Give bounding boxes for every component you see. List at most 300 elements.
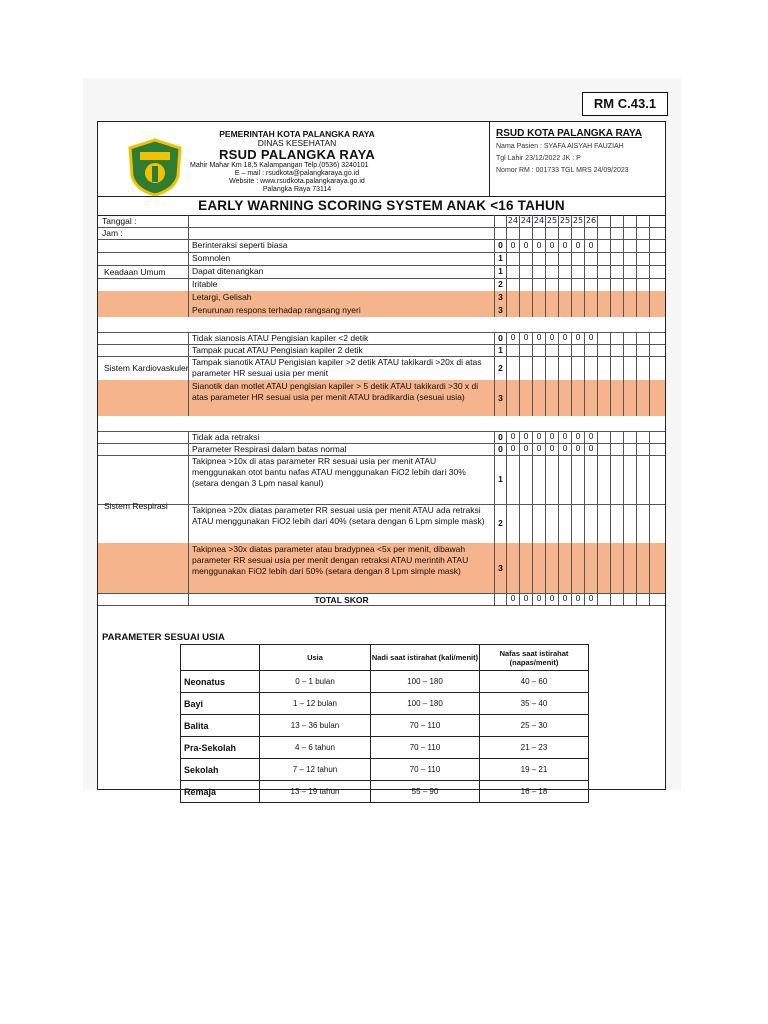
mark-cell[interactable] — [572, 504, 585, 543]
mark-cell[interactable] — [572, 455, 585, 504]
mark-cell[interactable] — [624, 455, 637, 504]
mark-cell[interactable] — [546, 227, 559, 239]
mark-cell[interactable] — [624, 265, 637, 278]
group-cell — [98, 455, 189, 504]
mark-cell[interactable] — [624, 239, 637, 252]
mark-cell[interactable] — [572, 543, 585, 593]
param-nafas: 35 – 40 — [480, 693, 589, 715]
mark-cell[interactable]: 0 — [507, 593, 520, 605]
group-respirasi: Sistem Respirasi — [104, 501, 168, 511]
mark-cell[interactable] — [650, 304, 663, 317]
mark-cell[interactable] — [637, 344, 650, 356]
param-row — [181, 737, 589, 759]
mark-cell[interactable]: 24 — [533, 216, 545, 225]
hospital-name: RSUD PALANGKA RAYA — [218, 147, 376, 162]
mark-cell[interactable] — [520, 356, 533, 380]
score-value: 0 — [495, 239, 507, 252]
mark-cell[interactable] — [507, 504, 520, 543]
mark-cell[interactable] — [546, 543, 559, 593]
city-emblem-icon — [128, 138, 182, 196]
mark-cell[interactable] — [598, 304, 611, 317]
mark-cell[interactable] — [507, 265, 520, 278]
mark-cell[interactable]: 0 — [559, 431, 572, 443]
mark-cell[interactable] — [507, 543, 520, 593]
mark-cell[interactable]: 0 — [520, 443, 533, 455]
mark-cell[interactable] — [650, 332, 663, 344]
mark-cell[interactable] — [572, 252, 585, 265]
mark-cell[interactable]: 0 — [546, 332, 559, 344]
mark-cell[interactable] — [572, 227, 585, 239]
mark-cell[interactable]: 0 — [520, 332, 533, 344]
mark-cell[interactable] — [624, 252, 637, 265]
mark-cell[interactable]: 0 — [559, 593, 572, 605]
mark-cell[interactable] — [507, 278, 520, 291]
address-line: Mahir Mahar Km 18,5 Kalampangan Telp.(0536) 3240101 — [190, 162, 369, 169]
mark-cell[interactable] — [546, 356, 559, 380]
param-nadi: 100 – 180 — [371, 671, 480, 693]
mark-cell[interactable] — [585, 455, 598, 504]
param-table — [180, 644, 589, 803]
mark-cell[interactable] — [585, 291, 598, 304]
mark-cell[interactable] — [611, 265, 624, 278]
mark-cell[interactable] — [598, 291, 611, 304]
mark-cell[interactable] — [598, 252, 611, 265]
mark-cell[interactable]: 0 — [546, 593, 559, 605]
respirasi-row — [98, 543, 665, 594]
mark-cell[interactable] — [533, 356, 546, 380]
mark-cell[interactable] — [572, 278, 585, 291]
mark-cell[interactable]: 0 — [507, 332, 520, 344]
param-row — [181, 759, 589, 781]
mark-cell[interactable] — [585, 356, 598, 380]
mark-cell[interactable] — [546, 252, 559, 265]
mark-cell[interactable] — [637, 265, 650, 278]
param-nafas: 16 – 18 — [480, 781, 589, 803]
group-cell — [98, 543, 189, 593]
mark-cell[interactable] — [559, 504, 572, 543]
mark-cell[interactable] — [520, 227, 533, 239]
mark-cell[interactable] — [559, 304, 572, 317]
mark-cell[interactable]: 0 — [520, 239, 533, 252]
mark-cell[interactable] — [533, 380, 546, 416]
mark-cell[interactable] — [507, 252, 520, 265]
mark-cell[interactable] — [520, 265, 533, 278]
mark-cell[interactable] — [559, 356, 572, 380]
criteria-text: Tampak pucat ATAU Pengisian kapiler 2 detik — [189, 344, 495, 356]
score-value: 1 — [495, 265, 507, 278]
mark-cell[interactable] — [637, 332, 650, 344]
mark-cell[interactable]: 0 — [533, 332, 546, 344]
mark-cell[interactable] — [585, 278, 598, 291]
mark-cell[interactable] — [611, 227, 624, 239]
mark-cell[interactable]: 0 — [559, 332, 572, 344]
mark-cell[interactable] — [611, 356, 624, 380]
mark-cell[interactable] — [598, 543, 611, 593]
mark-cell[interactable] — [650, 278, 663, 291]
mark-cell[interactable] — [611, 291, 624, 304]
criteria-text: Tampak sianotik ATAU Pengisian kapiler >2 detik ATAU takikardi >20x di atas parameter HR sesuai usia per menit — [189, 356, 495, 380]
mark-cell[interactable] — [507, 356, 520, 380]
patient-label-title: RSUD KOTA PALANGKA RAYA — [496, 128, 642, 139]
mark-cell[interactable] — [611, 380, 624, 416]
ews-form — [97, 121, 666, 797]
mark-cell[interactable] — [637, 504, 650, 543]
mark-cell[interactable] — [624, 227, 637, 239]
mark-cell[interactable] — [572, 265, 585, 278]
mark-cell[interactable] — [559, 265, 572, 278]
mark-cell[interactable] — [611, 215, 624, 227]
group-cell — [98, 380, 189, 416]
mark-cell[interactable] — [559, 344, 572, 356]
param-category: Bayi — [181, 693, 260, 715]
mark-cell[interactable] — [650, 455, 663, 504]
mark-cell[interactable] — [533, 278, 546, 291]
mark-cell[interactable] — [650, 504, 663, 543]
score-value: 2 — [495, 504, 507, 543]
mark-cell[interactable]: 24 — [520, 216, 532, 225]
mark-cell[interactable] — [572, 344, 585, 356]
param-category: Balita — [181, 715, 260, 737]
criteria-text: Takipnea >10x di atas parameter RR sesuai usia per menit ATAU menggunakan otot bantu nafas ATAU menggunakan FiO2 lebih dari 30% (setara dengan 3 Lpm nasal kanul) — [189, 455, 495, 504]
mark-cell[interactable] — [546, 504, 559, 543]
mark-cell[interactable]: 0 — [507, 443, 520, 455]
mark-cell[interactable]: 0 — [507, 431, 520, 443]
score-value: 3 — [495, 304, 507, 317]
criteria-text: Parameter Respirasi dalam batas normal — [189, 443, 495, 455]
mark-cell[interactable] — [624, 543, 637, 593]
criteria-text: Penurunan respons terhadap rangsang nyeri — [189, 304, 495, 317]
mark-cell[interactable] — [650, 443, 663, 455]
keadaan-row — [98, 239, 665, 253]
mark-cell[interactable]: 0 — [572, 239, 585, 252]
mark-cell[interactable] — [546, 265, 559, 278]
mark-cell[interactable] — [507, 344, 520, 356]
mark-cell[interactable] — [572, 291, 585, 304]
mark-cell[interactable] — [624, 278, 637, 291]
mark-cell[interactable] — [559, 380, 572, 416]
mark-cell[interactable]: 24 — [507, 216, 519, 225]
mark-cell[interactable] — [637, 252, 650, 265]
group-cell — [98, 443, 189, 455]
mark-cell[interactable]: 0 — [572, 443, 585, 455]
mark-cell[interactable]: 0 — [533, 593, 546, 605]
mark-cell[interactable] — [585, 543, 598, 593]
mark-cell[interactable] — [637, 380, 650, 416]
mark-cell[interactable] — [611, 455, 624, 504]
mark-cell[interactable] — [624, 504, 637, 543]
mark-cell[interactable]: 0 — [533, 239, 546, 252]
mark-cell[interactable]: 0 — [533, 443, 546, 455]
mark-cell[interactable] — [637, 239, 650, 252]
mark-cell[interactable] — [611, 252, 624, 265]
mark-cell[interactable] — [559, 543, 572, 593]
param-header-nafas: Nafas saat istirahat (napas/menit) — [480, 645, 589, 671]
score-value: 0 — [495, 332, 507, 344]
mark-cell[interactable] — [637, 593, 650, 605]
criteria-text: Tidak sianosis ATAU Pengisian kapiler <2 detik — [189, 332, 495, 344]
mark-cell[interactable] — [637, 227, 650, 239]
mark-cell[interactable] — [585, 252, 598, 265]
mark-cell[interactable] — [624, 593, 637, 605]
mark-cell[interactable] — [598, 443, 611, 455]
mark-cell[interactable] — [650, 344, 663, 356]
mark-cell[interactable]: 25 — [559, 216, 571, 225]
patient-name: Nama Pasien : SYAFA AISYAH FAUZIAH — [496, 143, 624, 150]
mark-cell[interactable] — [533, 252, 546, 265]
section-gap — [98, 317, 665, 333]
param-row — [181, 715, 589, 737]
patient-dob: Tgl Lahir 23/12/2022 JK : P — [496, 155, 581, 162]
param-header-nadi: Nadi saat istirahat (kali/menit) — [371, 645, 480, 671]
mark-cell[interactable] — [650, 356, 663, 380]
mark-cell[interactable] — [520, 252, 533, 265]
mark-cell[interactable]: 0 — [520, 593, 533, 605]
mark-cell[interactable] — [559, 252, 572, 265]
respirasi-row — [98, 455, 665, 505]
mark-cell[interactable] — [650, 543, 663, 593]
criteria-text: Berinteraksi seperti biasa — [189, 239, 495, 252]
mark-cell[interactable] — [611, 593, 624, 605]
gov-name: PEMERINTAH KOTA PALANGKA RAYA — [219, 129, 375, 139]
mark-cell[interactable] — [572, 304, 585, 317]
mark-cell[interactable] — [559, 291, 572, 304]
mark-cell[interactable]: 0 — [546, 239, 559, 252]
group-cell — [98, 239, 189, 252]
mark-cell[interactable] — [546, 291, 559, 304]
mark-cell[interactable] — [585, 227, 598, 239]
mark-cell[interactable] — [611, 304, 624, 317]
mark-cell[interactable] — [559, 455, 572, 504]
mark-cell[interactable]: 0 — [559, 443, 572, 455]
mark-cell[interactable] — [559, 278, 572, 291]
total-row — [98, 593, 665, 606]
param-nadi: 55 – 90 — [371, 781, 480, 803]
mark-cell[interactable]: 0 — [559, 239, 572, 252]
mark-cell[interactable] — [611, 504, 624, 543]
mark-cell[interactable] — [637, 431, 650, 443]
mark-cell[interactable] — [598, 239, 611, 252]
param-header-row — [181, 645, 589, 671]
mark-cell[interactable]: 0 — [546, 431, 559, 443]
mark-cell[interactable] — [650, 252, 663, 265]
mark-cell[interactable]: 0 — [585, 239, 598, 252]
keadaan-row — [98, 304, 665, 318]
mark-cell[interactable] — [572, 380, 585, 416]
mark-cell[interactable] — [624, 215, 637, 227]
mark-cell[interactable] — [624, 443, 637, 455]
mark-cell[interactable] — [611, 332, 624, 344]
mark-cell[interactable] — [533, 265, 546, 278]
score-value: 1 — [495, 344, 507, 356]
param-category: Pra-Sekolah — [181, 737, 260, 759]
mark-cell[interactable] — [611, 431, 624, 443]
mark-cell[interactable] — [546, 455, 559, 504]
criteria-text: Somnolen — [189, 252, 495, 265]
group-cell — [98, 431, 189, 443]
param-usia: 7 – 12 tahun — [260, 759, 371, 781]
mark-cell[interactable] — [585, 380, 598, 416]
mark-cell[interactable] — [546, 344, 559, 356]
dept-name: DINAS KESEHATAN — [257, 138, 337, 148]
mark-cell[interactable] — [624, 332, 637, 344]
mark-cell[interactable] — [637, 455, 650, 504]
mark-cell[interactable] — [585, 504, 598, 543]
kardio-row — [98, 380, 665, 417]
mark-cell[interactable] — [598, 504, 611, 543]
mark-cell[interactable] — [611, 443, 624, 455]
criteria-text: Takipnea >30x diatas parameter atau bradypnea <5x per menit, dibawah parameter RR sesuai usia per menit dengan retraksi ATAU merintih ATAU menggunakan FiO2 lebih dari 50% (setara dengan 8 Lpm simple mask) — [189, 543, 495, 593]
mark-cell[interactable] — [572, 356, 585, 380]
mark-cell[interactable] — [598, 380, 611, 416]
mark-cell[interactable] — [585, 344, 598, 356]
mark-cell[interactable]: 0 — [546, 443, 559, 455]
mark-cell[interactable] — [520, 543, 533, 593]
param-usia: 1 – 12 bulan — [260, 693, 371, 715]
mark-cell[interactable] — [624, 356, 637, 380]
mark-cell[interactable] — [507, 304, 520, 317]
mark-cell[interactable] — [507, 455, 520, 504]
mark-cell[interactable] — [559, 227, 572, 239]
mark-cell[interactable]: 0 — [585, 431, 598, 443]
mark-cell[interactable] — [533, 543, 546, 593]
mark-cell[interactable] — [533, 227, 546, 239]
mark-cell[interactable] — [637, 543, 650, 593]
mark-cell[interactable] — [598, 431, 611, 443]
mark-cell[interactable] — [598, 332, 611, 344]
mark-cell[interactable] — [637, 291, 650, 304]
mark-cell[interactable]: 0 — [585, 443, 598, 455]
mark-cell[interactable]: 0 — [585, 332, 598, 344]
mark-cell[interactable] — [637, 215, 650, 227]
mark-cell[interactable] — [624, 380, 637, 416]
param-row — [181, 781, 589, 803]
mark-cell[interactable] — [624, 344, 637, 356]
mark-cell[interactable] — [598, 356, 611, 380]
website-line: Website : www.rsudkota.palangkaraya.go.id — [229, 178, 365, 185]
mark-cell[interactable] — [507, 291, 520, 304]
mark-cell[interactable] — [533, 504, 546, 543]
mark-cell[interactable] — [637, 304, 650, 317]
mark-cell[interactable]: 0 — [585, 593, 598, 605]
mark-cell[interactable] — [637, 356, 650, 380]
mark-cell[interactable]: 0 — [533, 431, 546, 443]
score-value — [495, 593, 507, 605]
param-nadi: 70 – 110 — [371, 737, 480, 759]
mark-cell[interactable]: 0 — [507, 239, 520, 252]
mark-cell[interactable] — [507, 380, 520, 416]
param-nadi: 70 – 110 — [371, 759, 480, 781]
mark-cell[interactable] — [624, 304, 637, 317]
criteria-text — [189, 215, 495, 227]
mark-cell[interactable] — [546, 380, 559, 416]
mark-cell[interactable] — [637, 278, 650, 291]
mark-cell[interactable] — [585, 304, 598, 317]
mark-cell[interactable] — [520, 344, 533, 356]
mark-cell[interactable]: 0 — [572, 431, 585, 443]
mark-cell[interactable] — [650, 593, 663, 605]
mark-cell[interactable] — [598, 593, 611, 605]
keadaan-row — [98, 278, 665, 292]
score-value: 2 — [495, 356, 507, 380]
group-cell — [98, 278, 189, 291]
mark-cell[interactable] — [611, 278, 624, 291]
tanggal-label: Tanggal : — [98, 215, 189, 227]
mark-cell[interactable] — [520, 504, 533, 543]
mark-cell[interactable] — [598, 215, 611, 227]
param-title: PARAMETER SESUAI USIA — [102, 632, 225, 643]
group-cell — [98, 291, 189, 304]
group-keadaan: Keadaan Umum — [104, 267, 166, 277]
mark-cell[interactable] — [520, 304, 533, 317]
patient-label — [490, 122, 665, 196]
mark-cell[interactable] — [650, 291, 663, 304]
mark-cell[interactable] — [533, 291, 546, 304]
param-nafas: 21 – 23 — [480, 737, 589, 759]
score-value: 3 — [495, 543, 507, 593]
mark-cell[interactable] — [637, 443, 650, 455]
param-header-usia: Usia — [260, 645, 371, 671]
mark-cell[interactable]: 0 — [520, 431, 533, 443]
city-line: Palangka Raya 73114 — [262, 186, 332, 193]
mark-cell[interactable] — [650, 227, 663, 239]
score-value: 2 — [495, 278, 507, 291]
mark-cell[interactable] — [611, 344, 624, 356]
mark-cell[interactable] — [624, 431, 637, 443]
mark-cell[interactable] — [650, 380, 663, 416]
mark-cell[interactable]: 0 — [572, 332, 585, 344]
param-row — [181, 671, 589, 693]
mark-cell[interactable] — [650, 431, 663, 443]
mark-cell[interactable] — [520, 380, 533, 416]
mark-cell[interactable] — [520, 291, 533, 304]
param-row — [181, 693, 589, 715]
mark-cell[interactable] — [546, 304, 559, 317]
mark-cell[interactable] — [598, 227, 611, 239]
mark-cell[interactable] — [650, 239, 663, 252]
group-cell — [98, 252, 189, 265]
group-cell — [98, 332, 189, 344]
score-value: 3 — [495, 291, 507, 304]
score-value: 3 — [495, 380, 507, 416]
mark-cell[interactable] — [611, 543, 624, 593]
mark-cell[interactable] — [598, 265, 611, 278]
mark-cell[interactable]: 26 — [585, 216, 597, 225]
mark-cell[interactable]: 25 — [572, 216, 584, 225]
mark-cell[interactable] — [650, 215, 663, 227]
mark-cell[interactable] — [598, 344, 611, 356]
param-nafas: 40 – 60 — [480, 671, 589, 693]
mark-cell[interactable] — [585, 265, 598, 278]
mark-cell[interactable]: 0 — [572, 593, 585, 605]
mark-cell[interactable] — [533, 344, 546, 356]
header-institution — [98, 122, 490, 196]
mark-cell[interactable] — [624, 291, 637, 304]
mark-cell[interactable] — [520, 278, 533, 291]
mark-cell[interactable] — [533, 455, 546, 504]
mark-cell[interactable] — [598, 455, 611, 504]
mark-cell[interactable] — [650, 265, 663, 278]
mark-cell[interactable] — [520, 455, 533, 504]
mark-cell[interactable] — [611, 239, 624, 252]
email-line: E – mail : rsudkota@palangkaraya.go.id — [234, 170, 360, 177]
mark-cell[interactable] — [507, 227, 520, 239]
mark-cell[interactable] — [546, 278, 559, 291]
mark-cell[interactable] — [598, 278, 611, 291]
mark-cell[interactable]: 25 — [546, 216, 558, 225]
mark-cell[interactable] — [533, 304, 546, 317]
param-category: Sekolah — [181, 759, 260, 781]
group-cell — [98, 344, 189, 356]
